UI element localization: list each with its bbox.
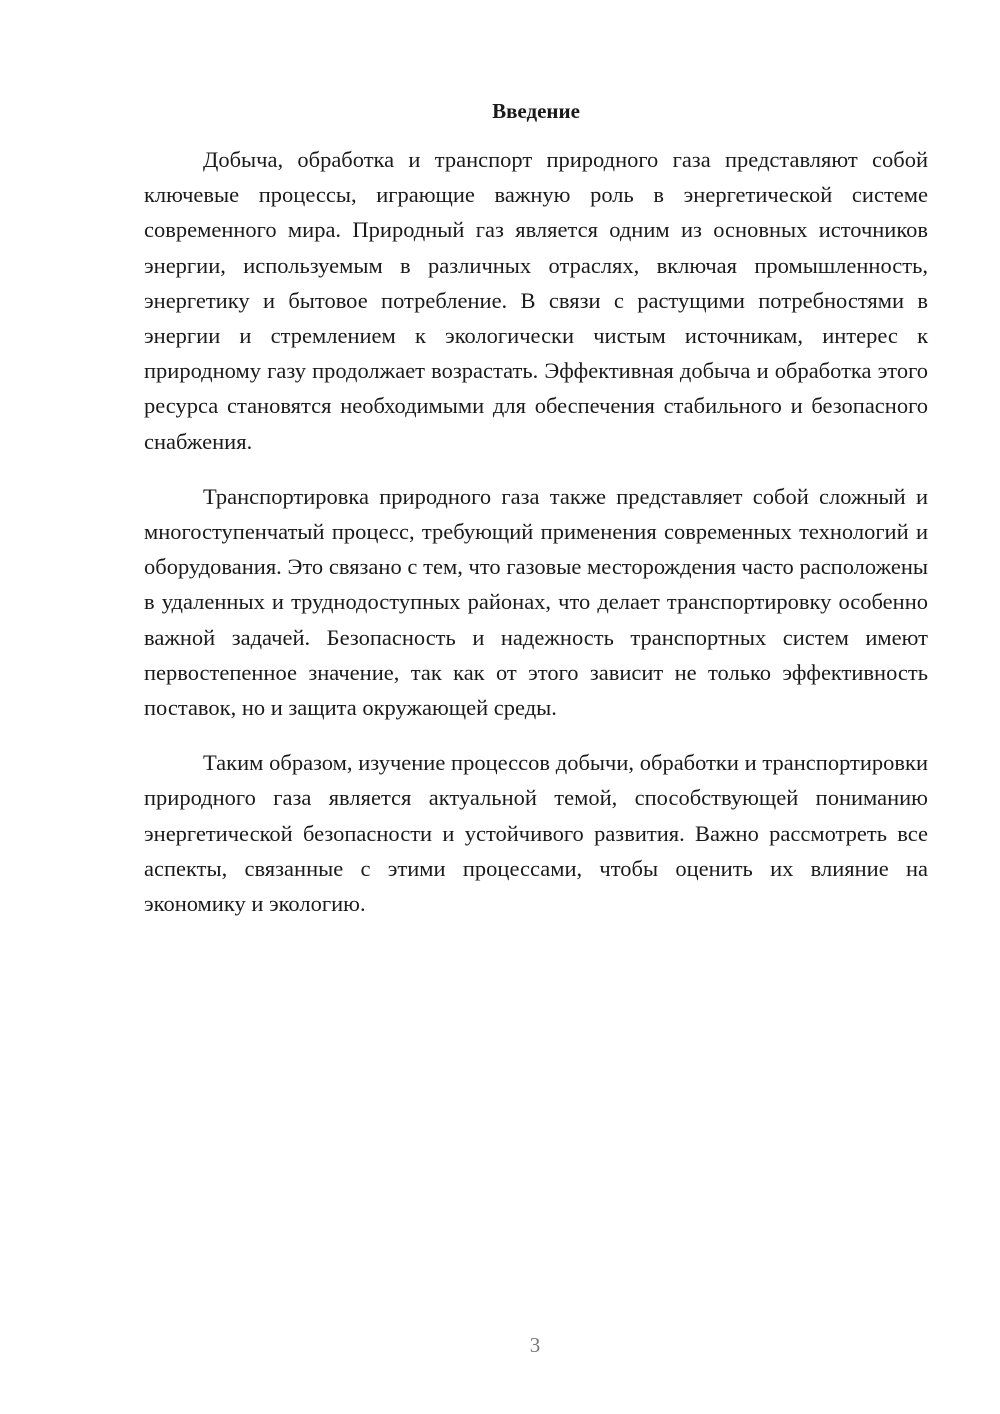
page-number: 3 bbox=[529, 1333, 541, 1357]
section-title: Введение bbox=[492, 99, 580, 123]
paragraph-3: Таким образом, изучение процессов добычи, обработки и транспортировки природного газа является актуальной темой, способствующей пониманию энергетической безопасности и устойчивого развития. Важно рассмотреть все аспекты, связанные с этими процессами, чтобы оценить их влияние на экономику и экологию. bbox=[144, 750, 928, 917]
page-content bbox=[144, 96, 928, 941]
paragraph-1: Добыча, обработка и транспорт природного газа представляют собой ключевые процессы, играющие важную роль в энергетической системе современного мира. Природный газ является одним из основных источников энергии, используемым в различных отраслях, включая промышленность, энергетику и бытовое потребление. В связи с растущими потребностями в энергии и стремлением к экологически чистым источникам, интерес к природному газу продолжает возрастать. Эффективная добыча и обработка этого ресурса становятся необходимыми для обеспечения стабильного и безопасного снабжения. bbox=[144, 147, 928, 454]
paragraph-2: Транспортировка природного газа также представляет собой сложный и многоступенчатый процесс, требующий применения современных технологий и оборудования. Это связано с тем, что газовые месторождения часто расположены в удаленных и труднодоступных районах, что делает транспортировку особенно важной задачей. Безопасность и надежность транспортных систем имеют первостепенное значение, так как от этого зависит не только эффективность поставок, но и защита окружающей среды. bbox=[144, 483, 928, 721]
